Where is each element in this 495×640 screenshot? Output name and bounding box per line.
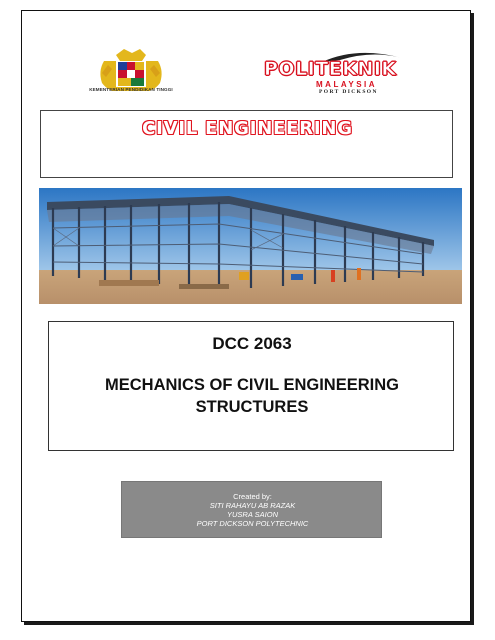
title-box xyxy=(40,110,453,178)
credits-box xyxy=(121,481,382,538)
ministry-caption: KEMENTERIAN PENDIDIKAN TINGGI xyxy=(89,87,173,92)
polytechnic-name: POLITEKNIK xyxy=(264,58,397,80)
credits-label: Created by: xyxy=(233,492,272,501)
institution-name: PORT DICKSON POLYTECHNIC xyxy=(196,519,309,528)
course-code: DCC 2063 xyxy=(212,334,292,353)
steel-frame-construction-photo xyxy=(39,188,462,304)
polytechnic-country: MALAYSIA xyxy=(316,80,378,89)
polytechnic-campus: PORT DICKSON xyxy=(319,89,378,95)
author-2: YUSRA SAION xyxy=(227,510,278,519)
course-title-line-2: STRUCTURES xyxy=(195,398,309,416)
document-title: CIVIL ENGINEERING xyxy=(142,118,353,139)
course-title xyxy=(69,374,435,418)
author-1: SITI RAHAYU AB RAZAK xyxy=(209,501,296,510)
course-title-line-1: MECHANICS OF CIVIL ENGINEERING xyxy=(105,376,399,394)
course-info-box xyxy=(48,321,454,451)
